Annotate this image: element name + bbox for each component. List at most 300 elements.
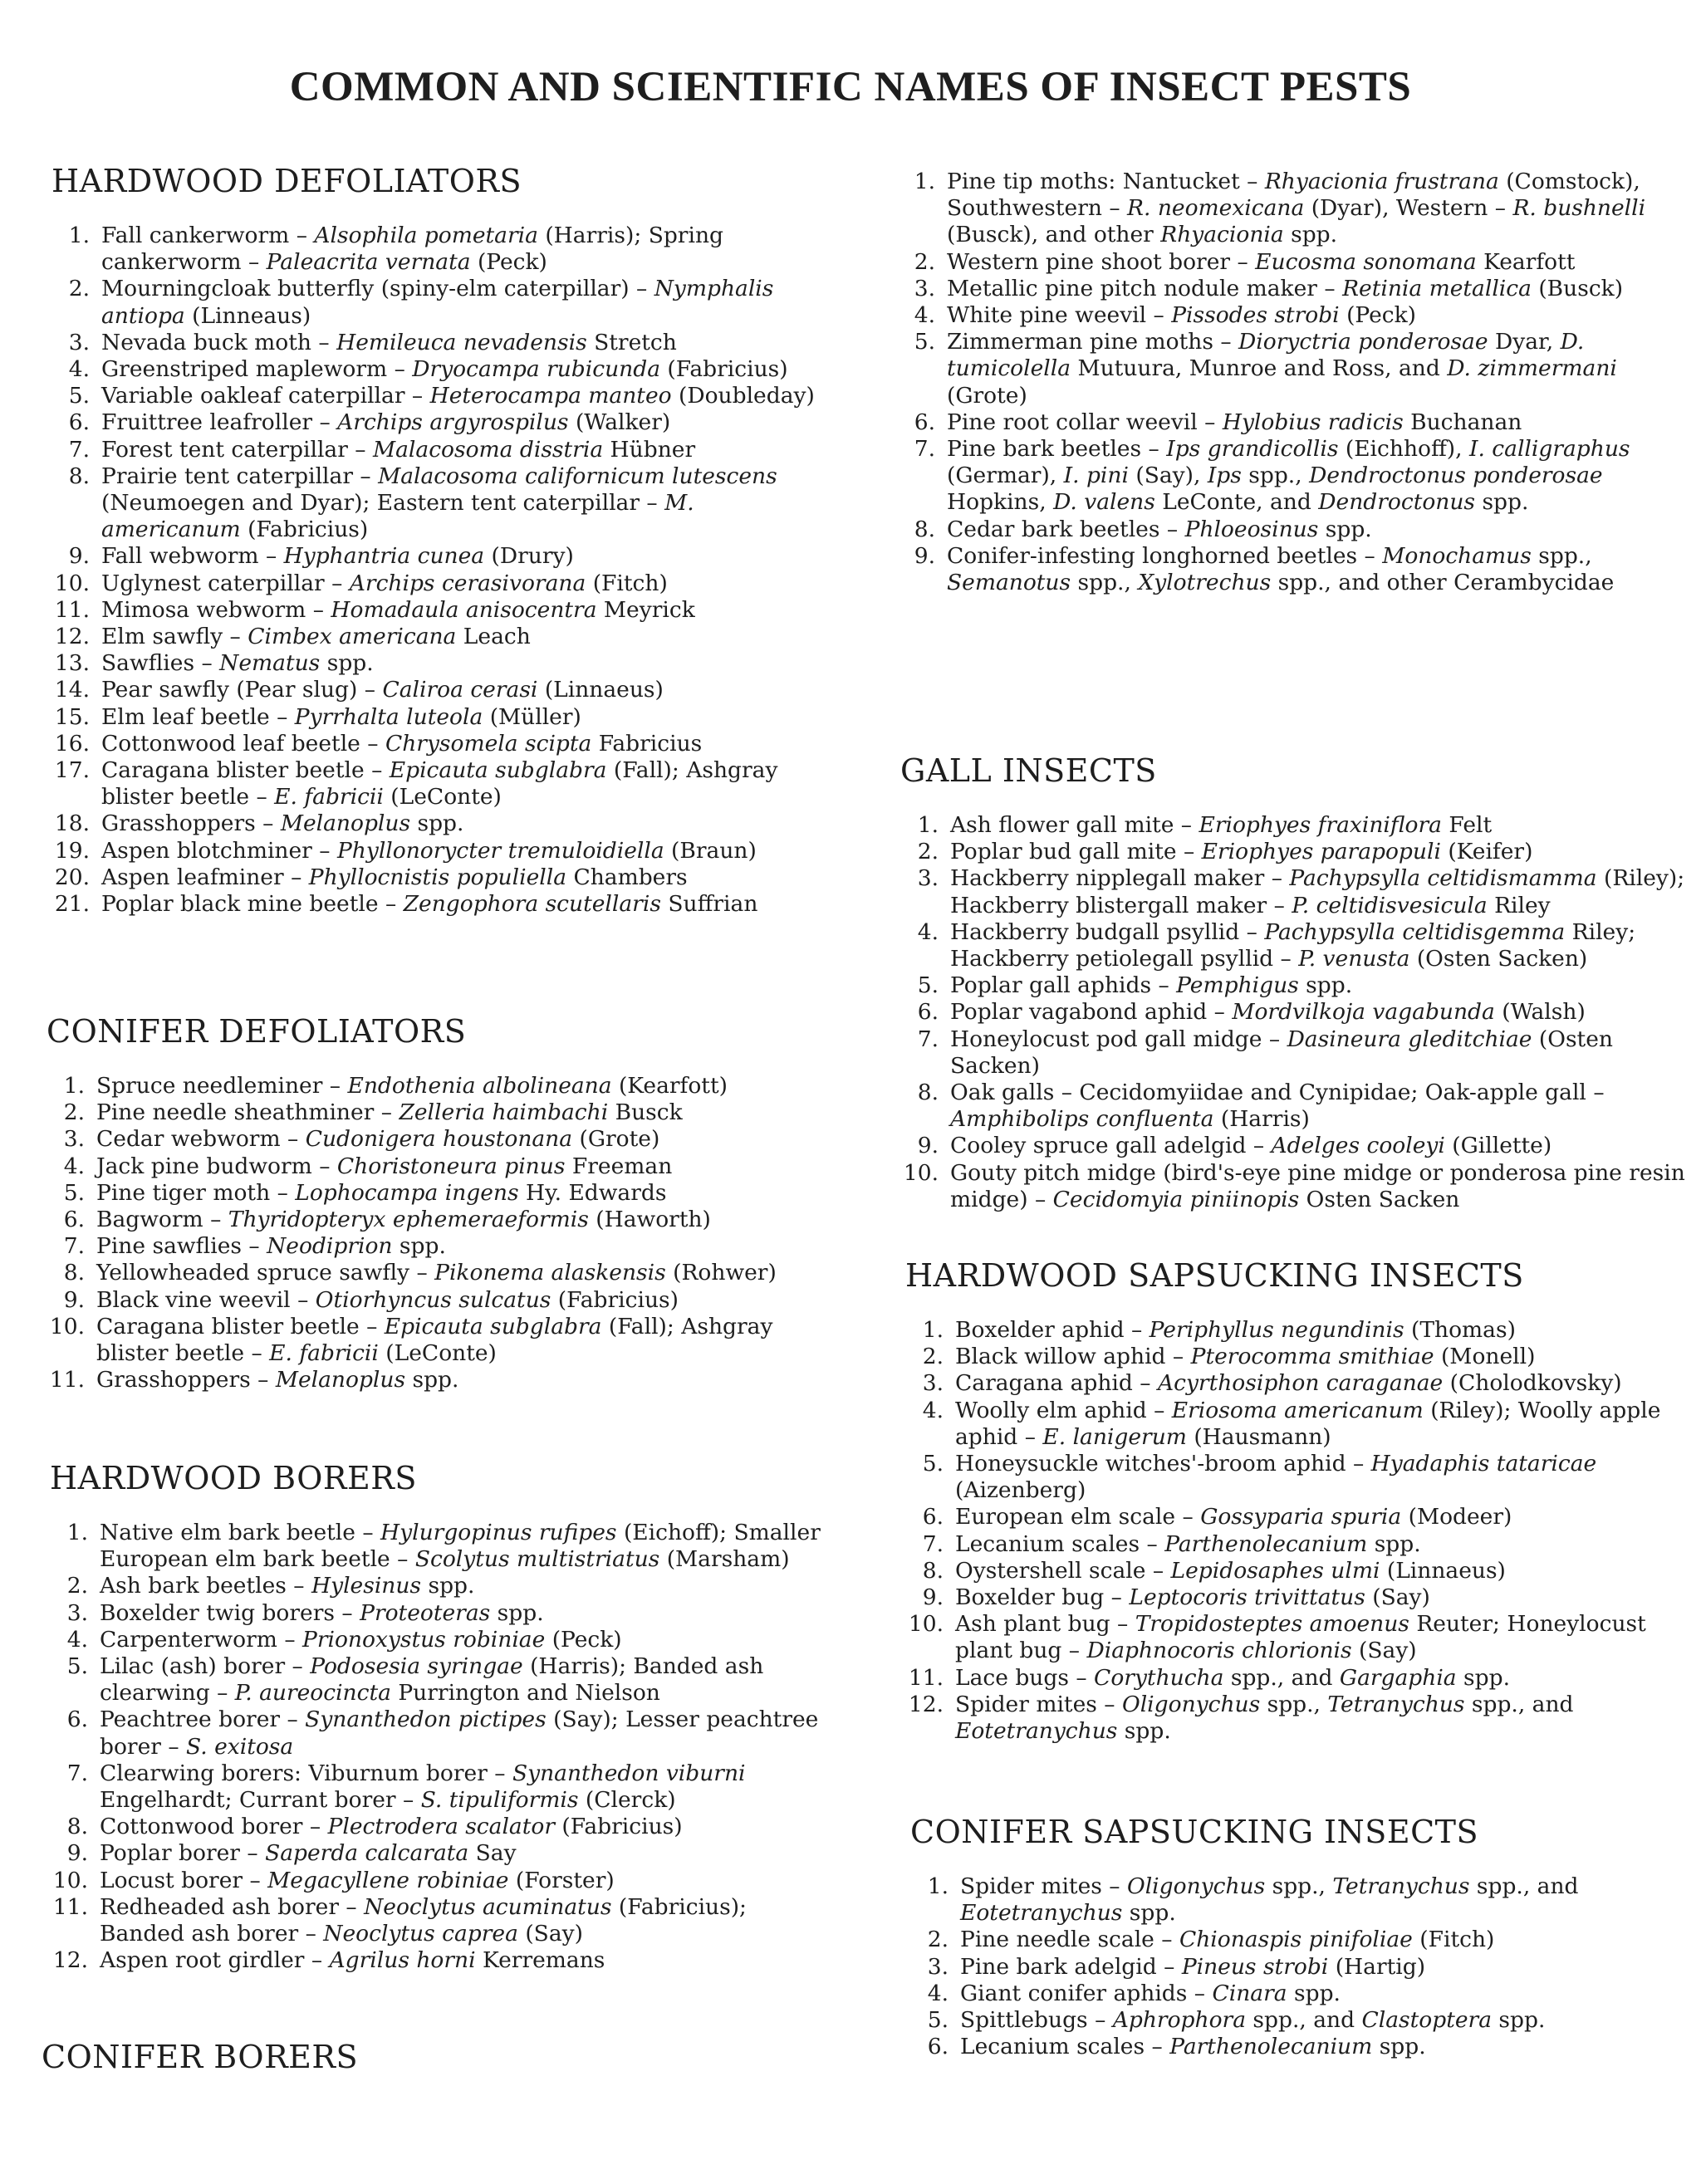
item-number: 9. — [922, 1584, 944, 1611]
item-number: 2. — [63, 1099, 85, 1126]
item-text: Boxelder aphid – — [955, 1317, 1150, 1343]
item-text: Aspen root girdler – — [100, 1947, 330, 1974]
item-number: 10. — [908, 1611, 944, 1638]
scientific-name: Zengophora scutellaris — [403, 891, 661, 918]
list-item — [51, 677, 816, 703]
item-number: 2. — [927, 1927, 949, 1953]
scientific-name: Megacyllene robiniae — [267, 1867, 509, 1893]
scientific-name: Neoclytus caprea — [323, 1921, 518, 1947]
item-text: LeConte, and — [1154, 489, 1319, 516]
item-text: (Harris); Spring cankerworm – — [101, 223, 723, 276]
item-text: (Aizenberg) — [955, 1477, 1086, 1504]
item-list — [51, 223, 816, 918]
item-text: spp., and — [1469, 1873, 1579, 1899]
item-text: (Drury) — [484, 543, 574, 570]
section-conifer-borers — [42, 2039, 831, 2098]
scientific-name: Saperda calcarata — [265, 1840, 469, 1867]
item-text: Nevada buck moth – — [101, 329, 337, 355]
list-item — [51, 383, 816, 409]
scientific-name: Eriophyes fraxiniflora — [1199, 812, 1442, 838]
item-number: 7. — [917, 1026, 939, 1052]
item-text: Cedar webworm – — [96, 1126, 306, 1153]
item-text: Aspen blotchminer – — [101, 837, 337, 864]
item-number: 7. — [66, 1760, 88, 1786]
item-text: Gouty pitch midge (bird's-eye pine midge or ponderosa pine resin midge) – — [950, 1159, 1685, 1212]
item-number: 6. — [66, 1707, 88, 1733]
scientific-name: Malacosoma californicum lutescens — [378, 463, 777, 489]
list-item — [47, 1233, 819, 1260]
item-text: (Say), — [1128, 463, 1208, 489]
scientific-name: Caliroa cerasi — [382, 677, 538, 703]
scientific-name: Retinia metallica — [1342, 275, 1532, 301]
item-text: (Linnaeus) — [537, 677, 664, 703]
list-item — [51, 356, 816, 383]
item-number: 8. — [63, 1260, 85, 1286]
item-number: 1. — [927, 1873, 949, 1899]
item-text: Giant conifer aphids – — [960, 1980, 1213, 2006]
list-item — [50, 1600, 822, 1627]
item-text: Metallic pine pitch nodule maker – — [947, 275, 1343, 301]
item-text: spp., and — [1246, 2007, 1362, 2034]
item-text: (Fitch) — [586, 570, 668, 596]
item-text: Lecanium scales – — [960, 2034, 1170, 2060]
item-text: spp., and — [1464, 1691, 1574, 1717]
scientific-name: P. celtidisvesicula — [1292, 892, 1488, 918]
item-text: Buchanan — [1403, 409, 1522, 435]
list-item — [51, 650, 816, 677]
scientific-name: D. tumicolella — [947, 329, 1585, 382]
list-item — [905, 1398, 1678, 1451]
item-text: (Rohwer) — [665, 1260, 777, 1286]
list-item — [897, 249, 1669, 276]
item-text: Pine tip moths: Nantucket – — [947, 169, 1265, 194]
section-conifer-sapsucking — [910, 1814, 1674, 2060]
list-item — [905, 1611, 1678, 1664]
item-number: 2. — [914, 248, 935, 275]
item-text: Spittlebugs – — [960, 2007, 1113, 2034]
item-text: Black willow aphid – — [955, 1344, 1191, 1370]
item-number: 5. — [68, 383, 90, 409]
scientific-name: Phloeosinus — [1184, 516, 1319, 542]
item-number: 1. — [914, 169, 935, 194]
item-number: 3. — [914, 275, 935, 301]
scientific-name: Pikonema alaskensis — [434, 1260, 666, 1286]
scientific-name: Pterocomma smithiae — [1190, 1344, 1434, 1370]
list-item — [47, 1367, 819, 1393]
list-item — [897, 436, 1669, 517]
item-text: Pine needle sheathminer – — [96, 1099, 400, 1126]
list-item — [905, 1451, 1678, 1504]
list-item — [51, 437, 816, 463]
item-number: 4. — [914, 302, 935, 329]
item-text: Boxelder bug – — [955, 1584, 1130, 1611]
item-text: Chambers — [566, 864, 688, 890]
item-text: Kearfott — [1476, 248, 1576, 275]
scientific-name: Epicauta subglabra — [384, 1313, 602, 1339]
item-text: (Fall); Ashgray blister beetle – — [96, 1313, 773, 1367]
list-item — [47, 1153, 819, 1180]
scientific-name: Eotetranychus — [960, 1900, 1123, 1927]
item-text: Spider mites – — [960, 1873, 1127, 1899]
scientific-name: Chrysomela scipta — [385, 730, 592, 757]
list-item — [50, 1868, 822, 1894]
section-heading: CONIFER DEFOLIATORS — [47, 1013, 467, 1050]
item-text: spp. — [1456, 1664, 1510, 1691]
item-number: 7. — [68, 436, 90, 463]
list-item — [897, 302, 1669, 329]
scientific-name: Prionoxystus robiniae — [302, 1626, 546, 1653]
item-number: 9. — [914, 542, 935, 569]
item-text: spp., and other Cerambycidae — [1271, 570, 1615, 596]
item-text: Elm leaf beetle – — [101, 703, 295, 730]
scientific-name: S. tipuliformis — [420, 1787, 579, 1814]
item-number: 4. — [68, 356, 90, 383]
item-text: Aspen leafminer – — [101, 864, 309, 890]
scientific-name: Chionaspis pinifoliae — [1179, 1927, 1413, 1953]
item-number: 11. — [49, 1367, 85, 1393]
item-text: Fall webworm – — [101, 543, 284, 570]
scientific-name: Eriophyes parapopuli — [1201, 839, 1441, 865]
scientific-name: Epicauta subglabra — [389, 757, 607, 784]
item-number: 20. — [54, 864, 90, 890]
list-item — [910, 2034, 1674, 2060]
item-text: Oystershell scale – — [955, 1557, 1171, 1584]
item-text: (Cholodkovsky) — [1443, 1370, 1622, 1397]
item-text: Poplar vagabond aphid – — [950, 999, 1233, 1026]
item-text: (Forster) — [508, 1867, 615, 1893]
scientific-name: Hyphantria cunea — [283, 543, 485, 570]
list-item — [47, 1126, 819, 1153]
item-number: 10. — [49, 1313, 85, 1339]
item-text: (LeConte) — [383, 784, 502, 810]
list-item — [910, 2007, 1674, 2034]
item-text: spp. — [1117, 1718, 1171, 1745]
scientific-name: Pachypsylla celtidisgemma — [1264, 918, 1566, 945]
item-text: spp. — [1122, 1900, 1176, 1927]
item-text: (Walsh) — [1494, 999, 1586, 1026]
list-item — [905, 1504, 1678, 1530]
item-text: Native elm bark beetle – — [100, 1520, 381, 1545]
scientific-name: Dendroctonus — [1318, 489, 1476, 516]
list-item — [51, 624, 816, 650]
scientific-name: Aphrophora — [1112, 2007, 1246, 2034]
item-text: European elm scale – — [955, 1504, 1201, 1530]
section-conifer-borers-items — [897, 169, 1669, 596]
list-item — [47, 1287, 819, 1314]
item-text: (Peck) — [545, 1626, 622, 1653]
item-number: 12. — [52, 1947, 88, 1974]
item-text: Ash flower gall mite – — [950, 812, 1199, 838]
list-item — [910, 1981, 1674, 2007]
scientific-name: Archips argyrospilus — [337, 409, 569, 436]
scientific-name: Proteoteras — [360, 1599, 491, 1626]
scientific-name: Heterocampa manteo — [429, 383, 672, 409]
section-heading: HARDWOOD SAPSUCKING INSECTS — [905, 1257, 1524, 1294]
scientific-name: Synanthedon pictipes — [305, 1707, 547, 1733]
list-item — [50, 1573, 822, 1599]
scientific-name: Cimbex americana — [248, 624, 457, 650]
item-text: (Linnaeus) — [1380, 1557, 1506, 1584]
section-hardwood-defoliators — [51, 163, 816, 918]
scientific-name: Synanthedon viburni — [512, 1760, 746, 1786]
item-number: 4. — [922, 1397, 944, 1423]
list-item — [897, 517, 1669, 543]
scientific-name: Melanoplus — [275, 1367, 406, 1393]
item-text: (Gillette) — [1444, 1133, 1552, 1159]
scientific-name: P. venusta — [1298, 946, 1410, 972]
item-text: Bagworm – — [96, 1207, 228, 1233]
item-number: 9. — [917, 1133, 939, 1159]
item-number: 10. — [52, 1867, 88, 1893]
list-item — [51, 409, 816, 436]
item-number: 2. — [917, 839, 939, 865]
scientific-name: Gossyparia spuria — [1200, 1504, 1402, 1530]
item-number: 8. — [922, 1557, 944, 1584]
item-number: 13. — [54, 650, 90, 677]
scientific-name: R. bushnelli — [1512, 195, 1646, 222]
item-text: (Haworth) — [588, 1207, 711, 1233]
item-number: 3. — [927, 1953, 949, 1980]
item-number: 16. — [54, 730, 90, 757]
item-text: Meyrick — [596, 596, 695, 623]
list-item — [900, 1080, 1689, 1133]
item-text: Greenstriped mapleworm – — [101, 356, 413, 383]
item-text: (Fabricius); Banded ash borer – — [100, 1893, 747, 1947]
item-number: 1. — [68, 223, 90, 248]
list-item — [900, 1026, 1689, 1080]
scientific-name: Thyridopteryx ephemeraeformis — [228, 1207, 589, 1233]
item-text: (Germar), — [947, 463, 1064, 489]
list-item — [47, 1180, 819, 1207]
item-text: (Peck) — [470, 249, 547, 276]
item-number: 3. — [66, 1599, 88, 1626]
item-text: Spruce needleminer – — [96, 1073, 348, 1099]
scientific-name: Oligonychus — [1126, 1873, 1266, 1899]
scientific-name: Pissodes strobi — [1171, 302, 1340, 329]
list-item — [905, 1317, 1678, 1344]
item-number: 8. — [68, 463, 90, 489]
scientific-name: E. lanigerum — [1042, 1423, 1187, 1450]
item-number: 1. — [922, 1317, 944, 1343]
item-number: 11. — [54, 596, 90, 623]
item-text: White pine weevil – — [947, 302, 1172, 329]
item-number: 4. — [927, 1980, 949, 2006]
item-text: Clearwing borers: Viburnum borer – — [100, 1760, 512, 1786]
list-item — [50, 1707, 822, 1760]
item-number: 3. — [922, 1370, 944, 1397]
item-number: 1. — [63, 1073, 85, 1099]
list-item — [905, 1584, 1678, 1611]
scientific-name: Eriosoma americanum — [1171, 1397, 1424, 1423]
scientific-name: Parthenolecanium — [1169, 2034, 1373, 2060]
item-text: Poplar gall aphids – — [950, 972, 1177, 999]
item-text: Engelhardt; Currant borer – — [100, 1787, 421, 1814]
item-number: 17. — [54, 757, 90, 784]
section-heading: HARDWOOD DEFOLIATORS — [51, 163, 522, 199]
section-heading: CONIFER BORERS — [42, 2039, 359, 2075]
item-number: 18. — [54, 810, 90, 837]
item-number: 19. — [54, 837, 90, 864]
item-number: 12. — [908, 1691, 944, 1717]
item-text: spp. — [1287, 1980, 1341, 2006]
item-text: Riley; Hackberry petiolegall psyllid – — [950, 918, 1636, 972]
list-item — [51, 543, 816, 570]
list-item — [51, 757, 816, 810]
item-list — [47, 1073, 819, 1393]
item-text: Suffrian — [660, 891, 758, 918]
item-number: 21. — [54, 891, 90, 918]
list-item — [905, 1692, 1678, 1745]
list-item — [51, 463, 816, 544]
list-item — [900, 865, 1689, 918]
item-number: 6. — [914, 409, 935, 435]
scientific-name: Corythucha — [1094, 1664, 1224, 1691]
item-text: (Eichoff); Smaller European elm bark beetle – — [100, 1520, 821, 1573]
scientific-name: Pachypsylla celtidismamma — [1289, 865, 1597, 892]
item-text: Elm sawfly – — [101, 624, 248, 650]
list-item — [897, 276, 1669, 302]
scientific-name: Tetranychus — [1327, 1691, 1465, 1717]
item-text: spp. — [410, 810, 464, 837]
item-number: 1. — [66, 1520, 88, 1545]
item-text: spp. — [1318, 516, 1372, 542]
item-text: (Kearfott) — [611, 1073, 728, 1099]
scientific-name: Dasineura gleditchiae — [1287, 1026, 1532, 1052]
item-text: (Hausmann) — [1186, 1423, 1331, 1450]
item-number: 6. — [917, 999, 939, 1026]
item-text: spp., — [1531, 542, 1592, 569]
item-text: (Fabricius) — [240, 517, 369, 543]
list-item — [900, 839, 1689, 865]
scientific-name: Scolytus multistriatus — [414, 1546, 660, 1573]
section-gall-insects — [900, 752, 1689, 1213]
item-text: (Dyar), Western – — [1304, 195, 1513, 222]
item-text: Lilac (ash) borer – — [100, 1653, 311, 1680]
item-text: (Walker) — [568, 409, 671, 436]
item-text: (Harris) — [1213, 1106, 1310, 1133]
list-item — [51, 223, 816, 276]
section-hardwood-borers — [50, 1460, 822, 1974]
item-text: Boxelder twig borers – — [100, 1599, 360, 1626]
item-text: Oak galls – Cecidomyiidae and Cynipidae; Oak-apple gall – — [950, 1080, 1605, 1106]
item-number: 9. — [66, 1840, 88, 1867]
list-item — [900, 999, 1689, 1026]
scientific-name: Eucosma sonomana — [1255, 248, 1477, 275]
list-item — [900, 972, 1689, 999]
scientific-name: Adelges cooleyi — [1271, 1133, 1445, 1159]
list-item — [900, 919, 1689, 972]
item-text: (Say) — [517, 1921, 583, 1947]
item-list — [897, 169, 1669, 596]
list-item — [51, 597, 816, 624]
scientific-name: Archips cerasivorana — [349, 570, 586, 596]
scientific-name: I. pini — [1063, 463, 1129, 489]
item-text: Ash bark beetles – — [100, 1573, 311, 1599]
scientific-name: Leptocoris trivittatus — [1129, 1584, 1365, 1611]
item-text: (Fabricius) — [555, 1814, 683, 1840]
scientific-name: Lophocampa ingens — [295, 1179, 519, 1206]
scientific-name: Ips — [1207, 463, 1242, 489]
scientific-name: Phyllocnistis populiella — [308, 864, 567, 890]
scientific-name: I. calligraphus — [1468, 436, 1630, 463]
item-list — [910, 1873, 1674, 2060]
list-item — [905, 1370, 1678, 1397]
item-number: 15. — [54, 703, 90, 730]
scientific-name: Hylobius radicis — [1222, 409, 1404, 435]
list-item — [51, 810, 816, 837]
item-text: Busck — [608, 1099, 683, 1126]
list-item — [50, 1814, 822, 1840]
item-text: (Harris); Banded ash clearwing – — [100, 1653, 764, 1707]
scientific-name: Eotetranychus — [955, 1718, 1118, 1745]
item-text: Purrington and Nielson — [390, 1680, 660, 1707]
item-text: spp. — [490, 1599, 544, 1626]
item-text: Pine needle scale – — [960, 1927, 1179, 1953]
item-text: Prairie tent caterpillar – — [101, 463, 379, 489]
scientific-name: Parthenolecanium — [1164, 1530, 1368, 1557]
item-text: (Say) — [1365, 1584, 1430, 1611]
item-number: 2. — [922, 1344, 944, 1370]
item-text: (Busck), and other — [947, 222, 1161, 248]
item-text: (LeConte) — [378, 1340, 497, 1367]
item-text: Conifer-infesting longhorned beetles – — [947, 542, 1383, 569]
page-title: COMMON AND SCIENTIFIC NAMES OF INSECT PESTS — [289, 64, 1412, 110]
item-text: Grasshoppers – — [101, 810, 281, 837]
list-item — [51, 838, 816, 864]
scientific-name: Plectrodera scalator — [327, 1814, 555, 1840]
list-item — [50, 1520, 822, 1573]
item-text: spp., — [1071, 570, 1139, 596]
scientific-name: Pineus strobi — [1181, 1953, 1329, 1980]
list-item — [900, 812, 1689, 839]
item-text: Riley — [1487, 892, 1551, 918]
list-item — [51, 330, 816, 356]
scientific-name: Melanoplus — [280, 810, 411, 837]
scientific-name: E. fabricii — [274, 784, 384, 810]
item-text: spp. — [1367, 1530, 1421, 1557]
item-text: Lace bugs – — [955, 1664, 1095, 1691]
item-text: (Peck) — [1339, 302, 1416, 329]
item-text: Leach — [456, 624, 531, 650]
scientific-name: Hylurgopinus rufipes — [380, 1520, 617, 1545]
item-text: spp. — [1492, 2007, 1546, 2034]
scientific-name: Mordvilkoja vagabunda — [1232, 999, 1495, 1026]
list-item — [50, 1653, 822, 1707]
list-item — [47, 1260, 819, 1286]
list-item — [47, 1099, 819, 1126]
scientific-name: Rhyacionia frustrana — [1264, 169, 1499, 194]
list-item — [900, 1133, 1689, 1159]
list-item — [905, 1344, 1678, 1370]
item-number: 9. — [68, 543, 90, 570]
list-item — [47, 1073, 819, 1099]
item-text: (Monell) — [1434, 1344, 1536, 1370]
item-text: Hackberry nipplegall maker – — [950, 865, 1290, 892]
item-number: 8. — [917, 1080, 939, 1106]
list-item — [51, 891, 816, 918]
item-text: Hackberry budgall psyllid – — [950, 918, 1265, 945]
item-number: 5. — [914, 329, 935, 355]
scientific-name: Monochamus — [1382, 542, 1532, 569]
item-text: (Marsham) — [659, 1546, 790, 1573]
item-text: (Riley); Hackberry blistergall maker – — [950, 865, 1685, 918]
list-item — [905, 1665, 1678, 1692]
list-item — [51, 276, 816, 329]
item-text: (Osten Sacken) — [950, 1026, 1613, 1079]
item-text: Variable oakleaf caterpillar – — [101, 383, 430, 409]
scientific-name: Cinara — [1212, 1980, 1287, 2006]
item-number: 4. — [66, 1626, 88, 1653]
